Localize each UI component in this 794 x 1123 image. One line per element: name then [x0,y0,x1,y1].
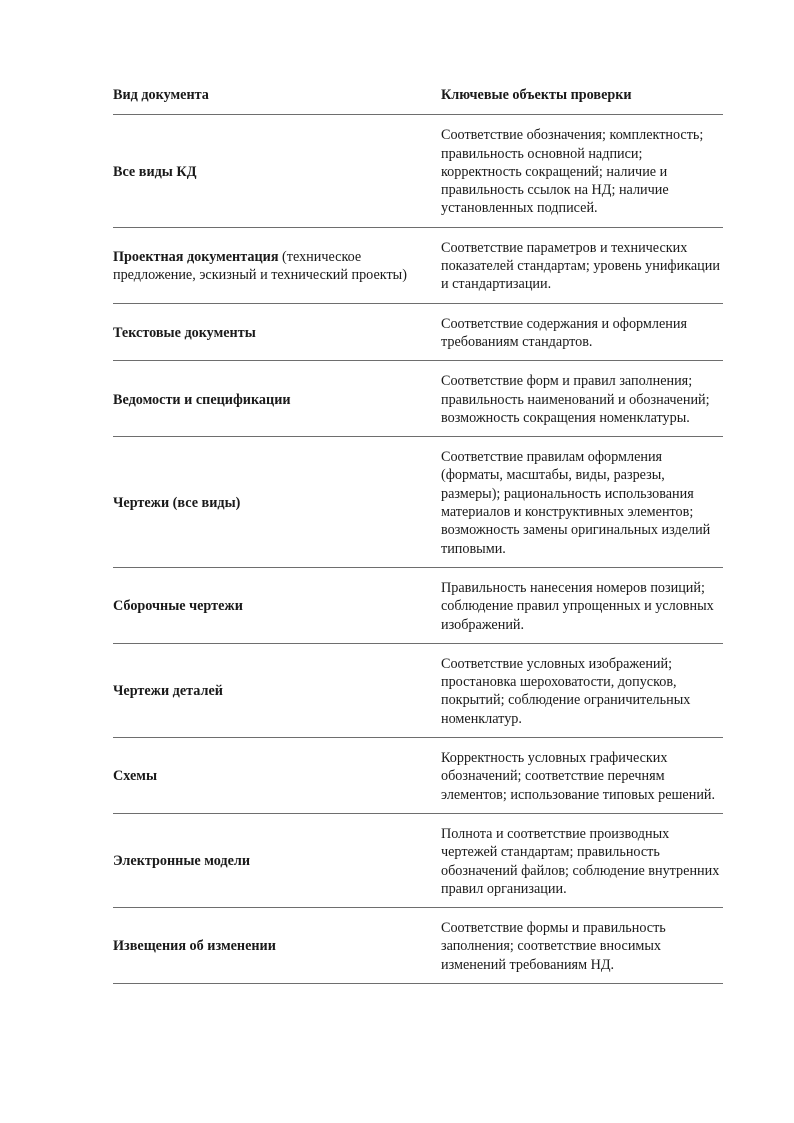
check-objects-cell: Соответствие обозначения; комплектность; правильность основной надписи; корректность сокращений; наличие и правильность ссылок на НД; наличие установленных подписей. [441,115,723,227]
table-header-row [113,84,723,115]
check-objects-cell: Соответствие правилам оформления (форматы, масштабы, виды, разрезы, размеры); рациональность использования материалов и конструктивных элементов; возможность замены оригинальных изделий типовыми. [441,437,723,568]
table-row [113,303,723,361]
table-row [113,115,723,227]
document-type-title: Извещения об изменении [113,938,276,955]
table-row [113,813,723,907]
document-type-cell [113,115,441,227]
header-document-type: Вид документа [113,84,441,115]
table-row [113,738,723,814]
document-type-title: Все виды КД [113,163,197,180]
document-type-title: Схемы [113,768,158,785]
check-objects-cell: Соответствие условных изображений; простановка шероховатости, допусков, покрытий; соблюдение ограничительных номенклатур. [441,643,723,737]
table-row [113,227,723,303]
document-type-title: Чертежи (все виды) [113,494,241,511]
document-type-cell [113,908,441,984]
check-objects-cell: Соответствие содержания и оформления требованиям стандартов. [441,303,723,361]
document-type-title: Сборочные чертежи [113,598,243,615]
table-row [113,361,723,437]
check-objects-cell: Соответствие формы и правильность заполнения; соответствие вносимых изменений требованиям НД. [441,908,723,984]
document-type-cell [113,738,441,814]
table-row [113,437,723,568]
document-type-cell [113,643,441,737]
document-type-title: Текстовые документы [113,324,256,341]
check-objects-cell: Полнота и соответствие производных чертежей стандартам; правильность обозначений файлов; соблюдение внутренних правил организации. [441,813,723,907]
document-type-cell [113,303,441,361]
document-type-note: (техническое предложение, эскизный и технический проекты) [113,248,407,284]
document-type-cell [113,361,441,437]
header-key-checks: Ключевые объекты проверки [441,84,723,115]
document-type-title: Чертежи деталей [113,683,223,700]
document-type-title: Электронные модели [113,853,251,870]
document-type-cell [113,813,441,907]
document-type-cell [113,437,441,568]
table-row [113,567,723,643]
document-type-title: Ведомости и спецификации [113,391,291,408]
table-row [113,643,723,737]
document-type-cell [113,227,441,303]
check-objects-cell: Правильность нанесения номеров позиций; соблюдение правил упрощенных и условных изображений. [441,567,723,643]
check-objects-cell: Соответствие параметров и технических показателей стандартам; уровень унификации и стандартизации. [441,227,723,303]
document-type-title: Проектная документация [113,248,279,265]
check-objects-cell: Соответствие форм и правил заполнения; правильность наименований и обозначений; возможность сокращения номенклатуры. [441,361,723,437]
check-objects-cell: Корректность условных графических обозначений; соответствие перечням элементов; использование типовых решений. [441,738,723,814]
document-check-table [113,84,723,984]
document-table-container [113,84,723,984]
table-row [113,908,723,984]
document-type-cell [113,567,441,643]
